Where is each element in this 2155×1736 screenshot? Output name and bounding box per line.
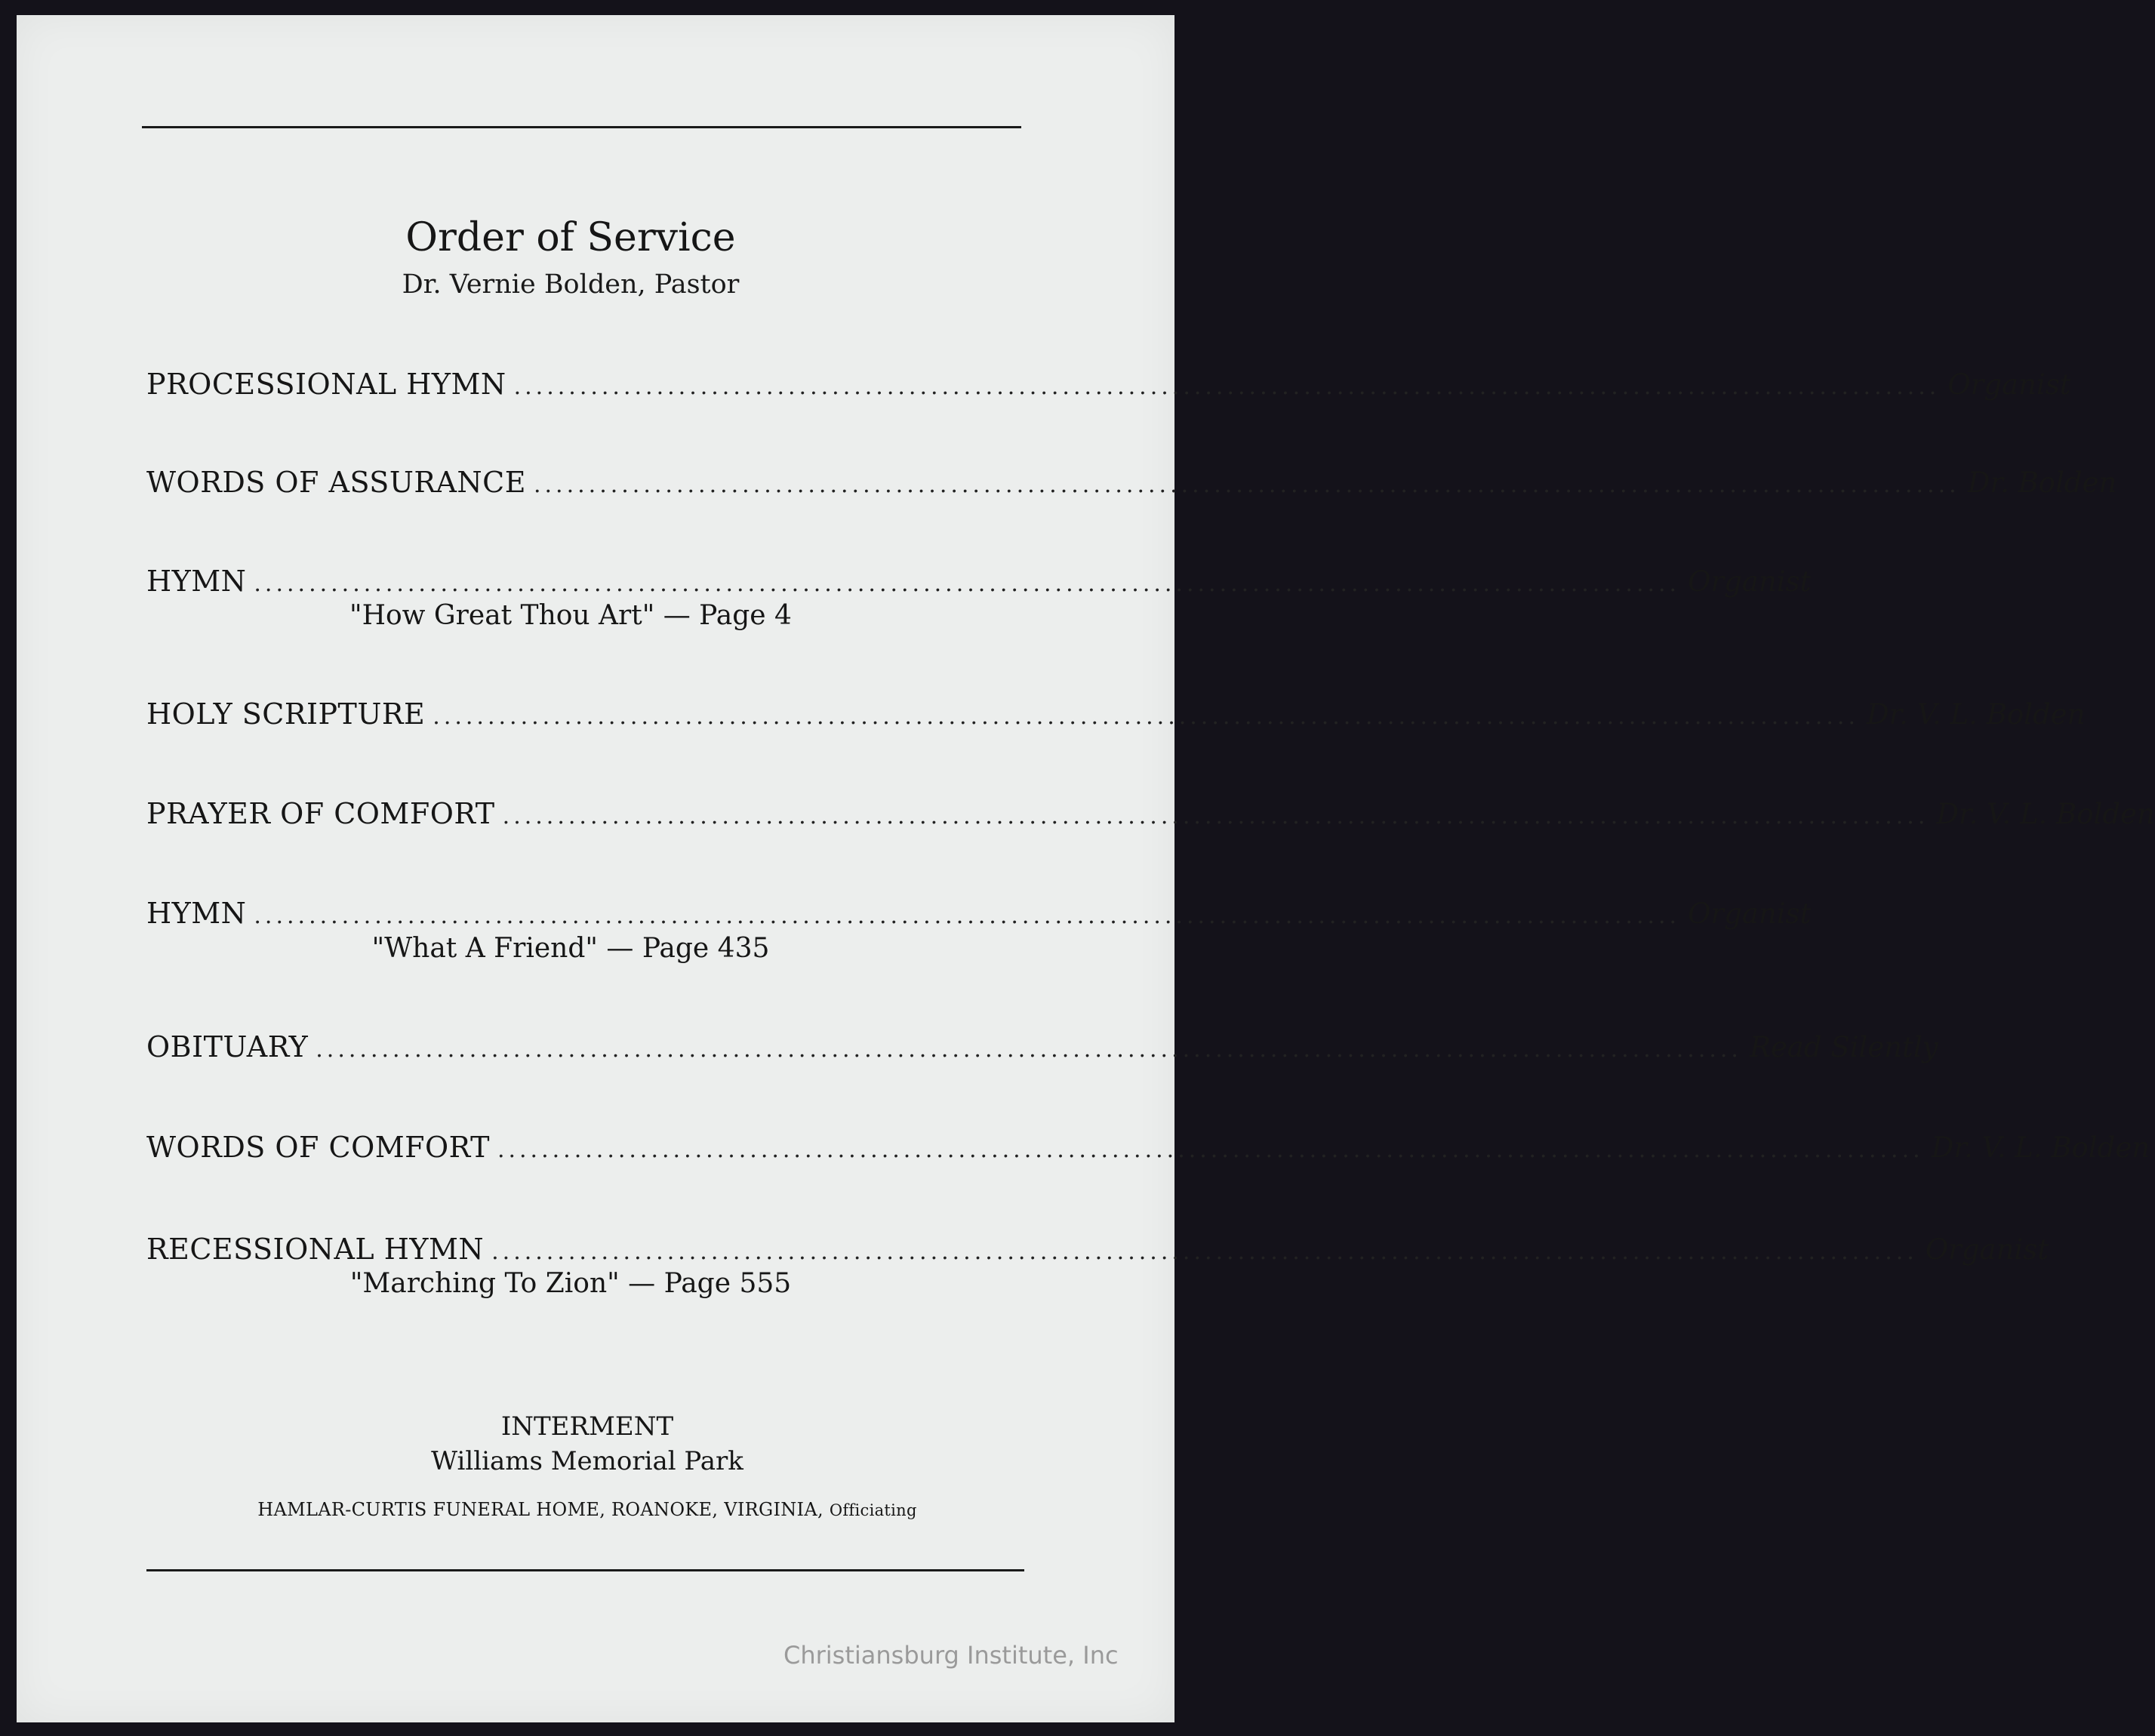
pastor-line: Dr. Vernie Bolden, Pastor — [402, 269, 740, 300]
entry-role: Organist — [1688, 565, 1812, 598]
dot-leader: .................................................................................................................................. — [316, 1036, 1742, 1063]
entry-label: OBITUARY — [146, 1030, 309, 1063]
program-entry-processional-hymn — [146, 365, 2071, 403]
entry-role: Organist — [1925, 1233, 2049, 1266]
program-entry-prayer-of-comfort — [146, 795, 2155, 833]
program-entry-words-of-assurance — [146, 463, 2117, 501]
entry-role: Organist — [1688, 897, 1812, 930]
program-entry-words-of-comfort — [146, 1128, 2150, 1166]
entry-label: WORDS OF ASSURANCE — [146, 466, 526, 499]
dot-leader: .................................................................................................................................. — [433, 703, 1859, 730]
bottom-rule — [146, 1569, 1024, 1571]
funeral-home-name: HAMLAR-CURTIS FUNERAL HOME, ROANOKE, VIRGINIA, — [257, 1499, 824, 1520]
dot-leader: .................................................................................................................................. — [254, 571, 1681, 597]
entry-label: HYMN — [146, 897, 247, 930]
funeral-home-line — [0, 1497, 1174, 1522]
program-entry-recessional-hymn — [146, 1230, 2049, 1268]
hymn-title-3: "Marching To Zion" — Page 555 — [349, 1268, 792, 1299]
hymn-title-2: "What A Friend" — Page 435 — [371, 933, 770, 964]
interment-place: Williams Memorial Park — [431, 1446, 743, 1476]
page-title: Order of Service — [405, 215, 736, 260]
dot-leader: .................................................................................................................................. — [533, 472, 1960, 498]
watermark-text: Christiansburg Institute, Inc — [783, 1641, 1119, 1670]
entry-label: RECESSIONAL HYMN — [146, 1233, 485, 1266]
hymn-title-1: "How Great Thou Art" — Page 4 — [349, 600, 792, 631]
program-entry-obituary — [146, 1028, 1938, 1066]
program-entry-hymn-1 — [146, 562, 1812, 600]
program-entry-holy-scripture — [146, 695, 2086, 733]
officiating-label: Officiating — [829, 1501, 917, 1519]
top-rule — [142, 126, 1021, 128]
program-entry-hymn-2 — [146, 894, 1812, 932]
entry-role: Dr. V. L. Bolden — [1936, 798, 2155, 830]
entry-role: Dr. V. L. Bolden — [1931, 1131, 2150, 1164]
dot-leader: .................................................................................................................................. — [497, 1137, 1924, 1163]
entry-label: PROCESSIONAL HYMN — [146, 368, 506, 401]
entry-label: WORDS OF COMFORT — [146, 1131, 490, 1164]
entry-label: HYMN — [146, 565, 247, 598]
dot-leader: .................................................................................................................................. — [502, 803, 1929, 830]
entry-role: Dr. Bolden — [1967, 466, 2117, 499]
dot-leader: .................................................................................................................................. — [513, 374, 1941, 400]
dot-leader: .................................................................................................................................. — [254, 903, 1681, 929]
entry-role: Dr. V. L. Bolden — [1866, 698, 2086, 731]
entry-role: Read Silently — [1749, 1031, 1938, 1063]
dot-leader: .................................................................................................................................. — [491, 1239, 1918, 1265]
entry-label: PRAYER OF COMFORT — [146, 797, 495, 830]
entry-label: HOLY SCRIPTURE — [146, 697, 426, 731]
interment-heading: INTERMENT — [500, 1411, 674, 1442]
entry-role: Organist — [1947, 368, 2071, 401]
